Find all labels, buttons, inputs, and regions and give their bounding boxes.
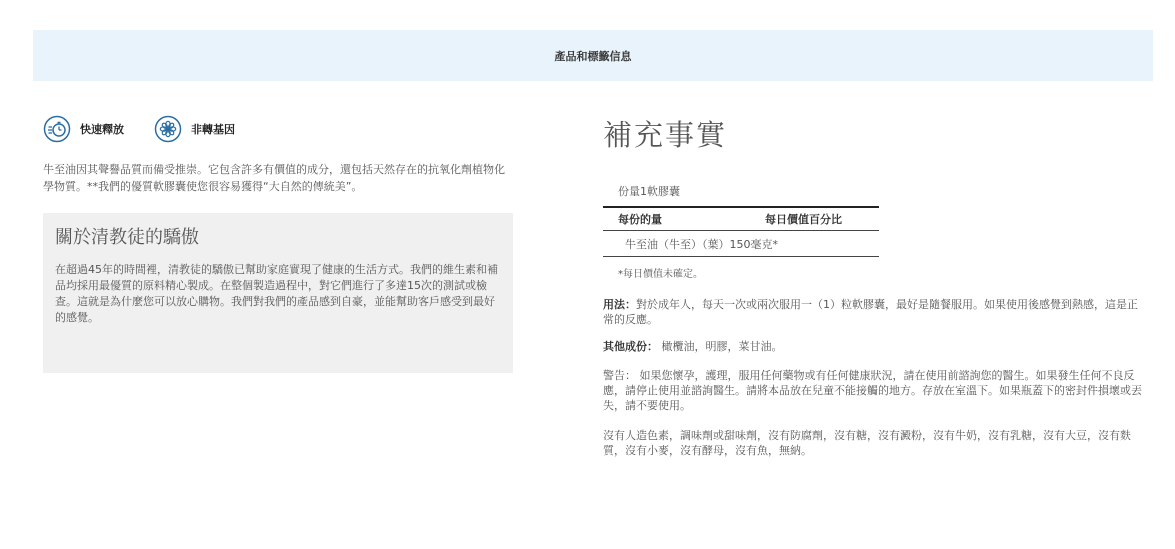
usage-text: 對於成年人，每天一次或兩次服用一（1）粒軟膠囊，最好是隨餐服用。如果使用後感覺到熱感，這是正常的反應。 xyxy=(603,298,1138,326)
supplement-facts-section xyxy=(603,115,1143,458)
quick-release-icon xyxy=(43,115,71,143)
usage-label: 用法： xyxy=(603,298,636,311)
other-ingredients-text: 橄欖油，明膠，菜甘油。 xyxy=(658,340,783,353)
product-info-header[interactable] xyxy=(33,30,1153,81)
pride-text: 在超過45年的時間裡，清教徒的驕傲已幫助家庭實現了健康的生活方式。我們的維生素和補品均採用最優質的原料精心製成。在整個製造過程中，對它們進行了多達15次的測試或檢查。這就是為什麼您可以放心購物。我們對我們的產品感到自豪，並能幫助客戶感受到最好的感覺。 xyxy=(55,263,498,324)
facts-row-oregano-oil: 牛至油（牛至）（葉）150毫克* xyxy=(603,231,879,257)
feature-badges xyxy=(43,112,513,146)
warning-paragraph: 警告： 如果您懷孕，護理，服用任何藥物或有任何健康狀況，請在使用前諮詢您的醫生。如果發生任何不良反應，請停止使用並諮詢醫生。請將本品放在兒童不能接觸的地方。存放在室溫下。如果瓶蓋下的密封件損壞或丟失，請不要使用。 xyxy=(603,369,1142,412)
serving-size: 份量1軟膠囊 xyxy=(618,185,680,198)
badge-label: 非轉基因 xyxy=(191,123,235,136)
usage-paragraph xyxy=(603,297,1143,327)
supplement-facts-title: 補充事實 xyxy=(603,118,728,152)
facts-table xyxy=(603,206,879,257)
product-description xyxy=(43,112,513,373)
non-gmo-flower-icon xyxy=(154,115,182,143)
badge-label: 快速釋放 xyxy=(80,123,124,136)
daily-value-note: *每日價值未確定。 xyxy=(618,269,703,280)
product-intro: 牛至油因其聲譽品質而備受推崇。它包含許多有價值的成分，還包括天然存在的抗氧化劑植物化學物質。**我們的優質軟膠囊使您很容易獲得“大自然的傳統美”。 xyxy=(43,163,505,193)
brand-pride-panel xyxy=(43,213,513,373)
col-amount-per-serving: 每份的量 xyxy=(618,213,662,226)
pride-heading: 關於清教徒的驕傲 xyxy=(55,227,199,248)
col-daily-value: 每日價值百分比 xyxy=(765,213,842,226)
badge-non-gmo xyxy=(154,115,235,143)
other-ingredients-label: 其他成份： xyxy=(603,340,658,353)
free-from-paragraph: 沒有人造色素，調味劑或甜味劑，沒有防腐劑，沒有糖，沒有澱粉，沒有牛奶，沒有乳糖，沒有大豆，沒有麩質，沒有小麥，沒有酵母，沒有魚，無納。 xyxy=(603,429,1131,457)
header-title: 產品和標籤信息 xyxy=(554,49,632,63)
other-ingredients-paragraph xyxy=(603,339,1143,354)
facts-header-row xyxy=(603,208,879,231)
badge-quick-release xyxy=(43,115,124,143)
